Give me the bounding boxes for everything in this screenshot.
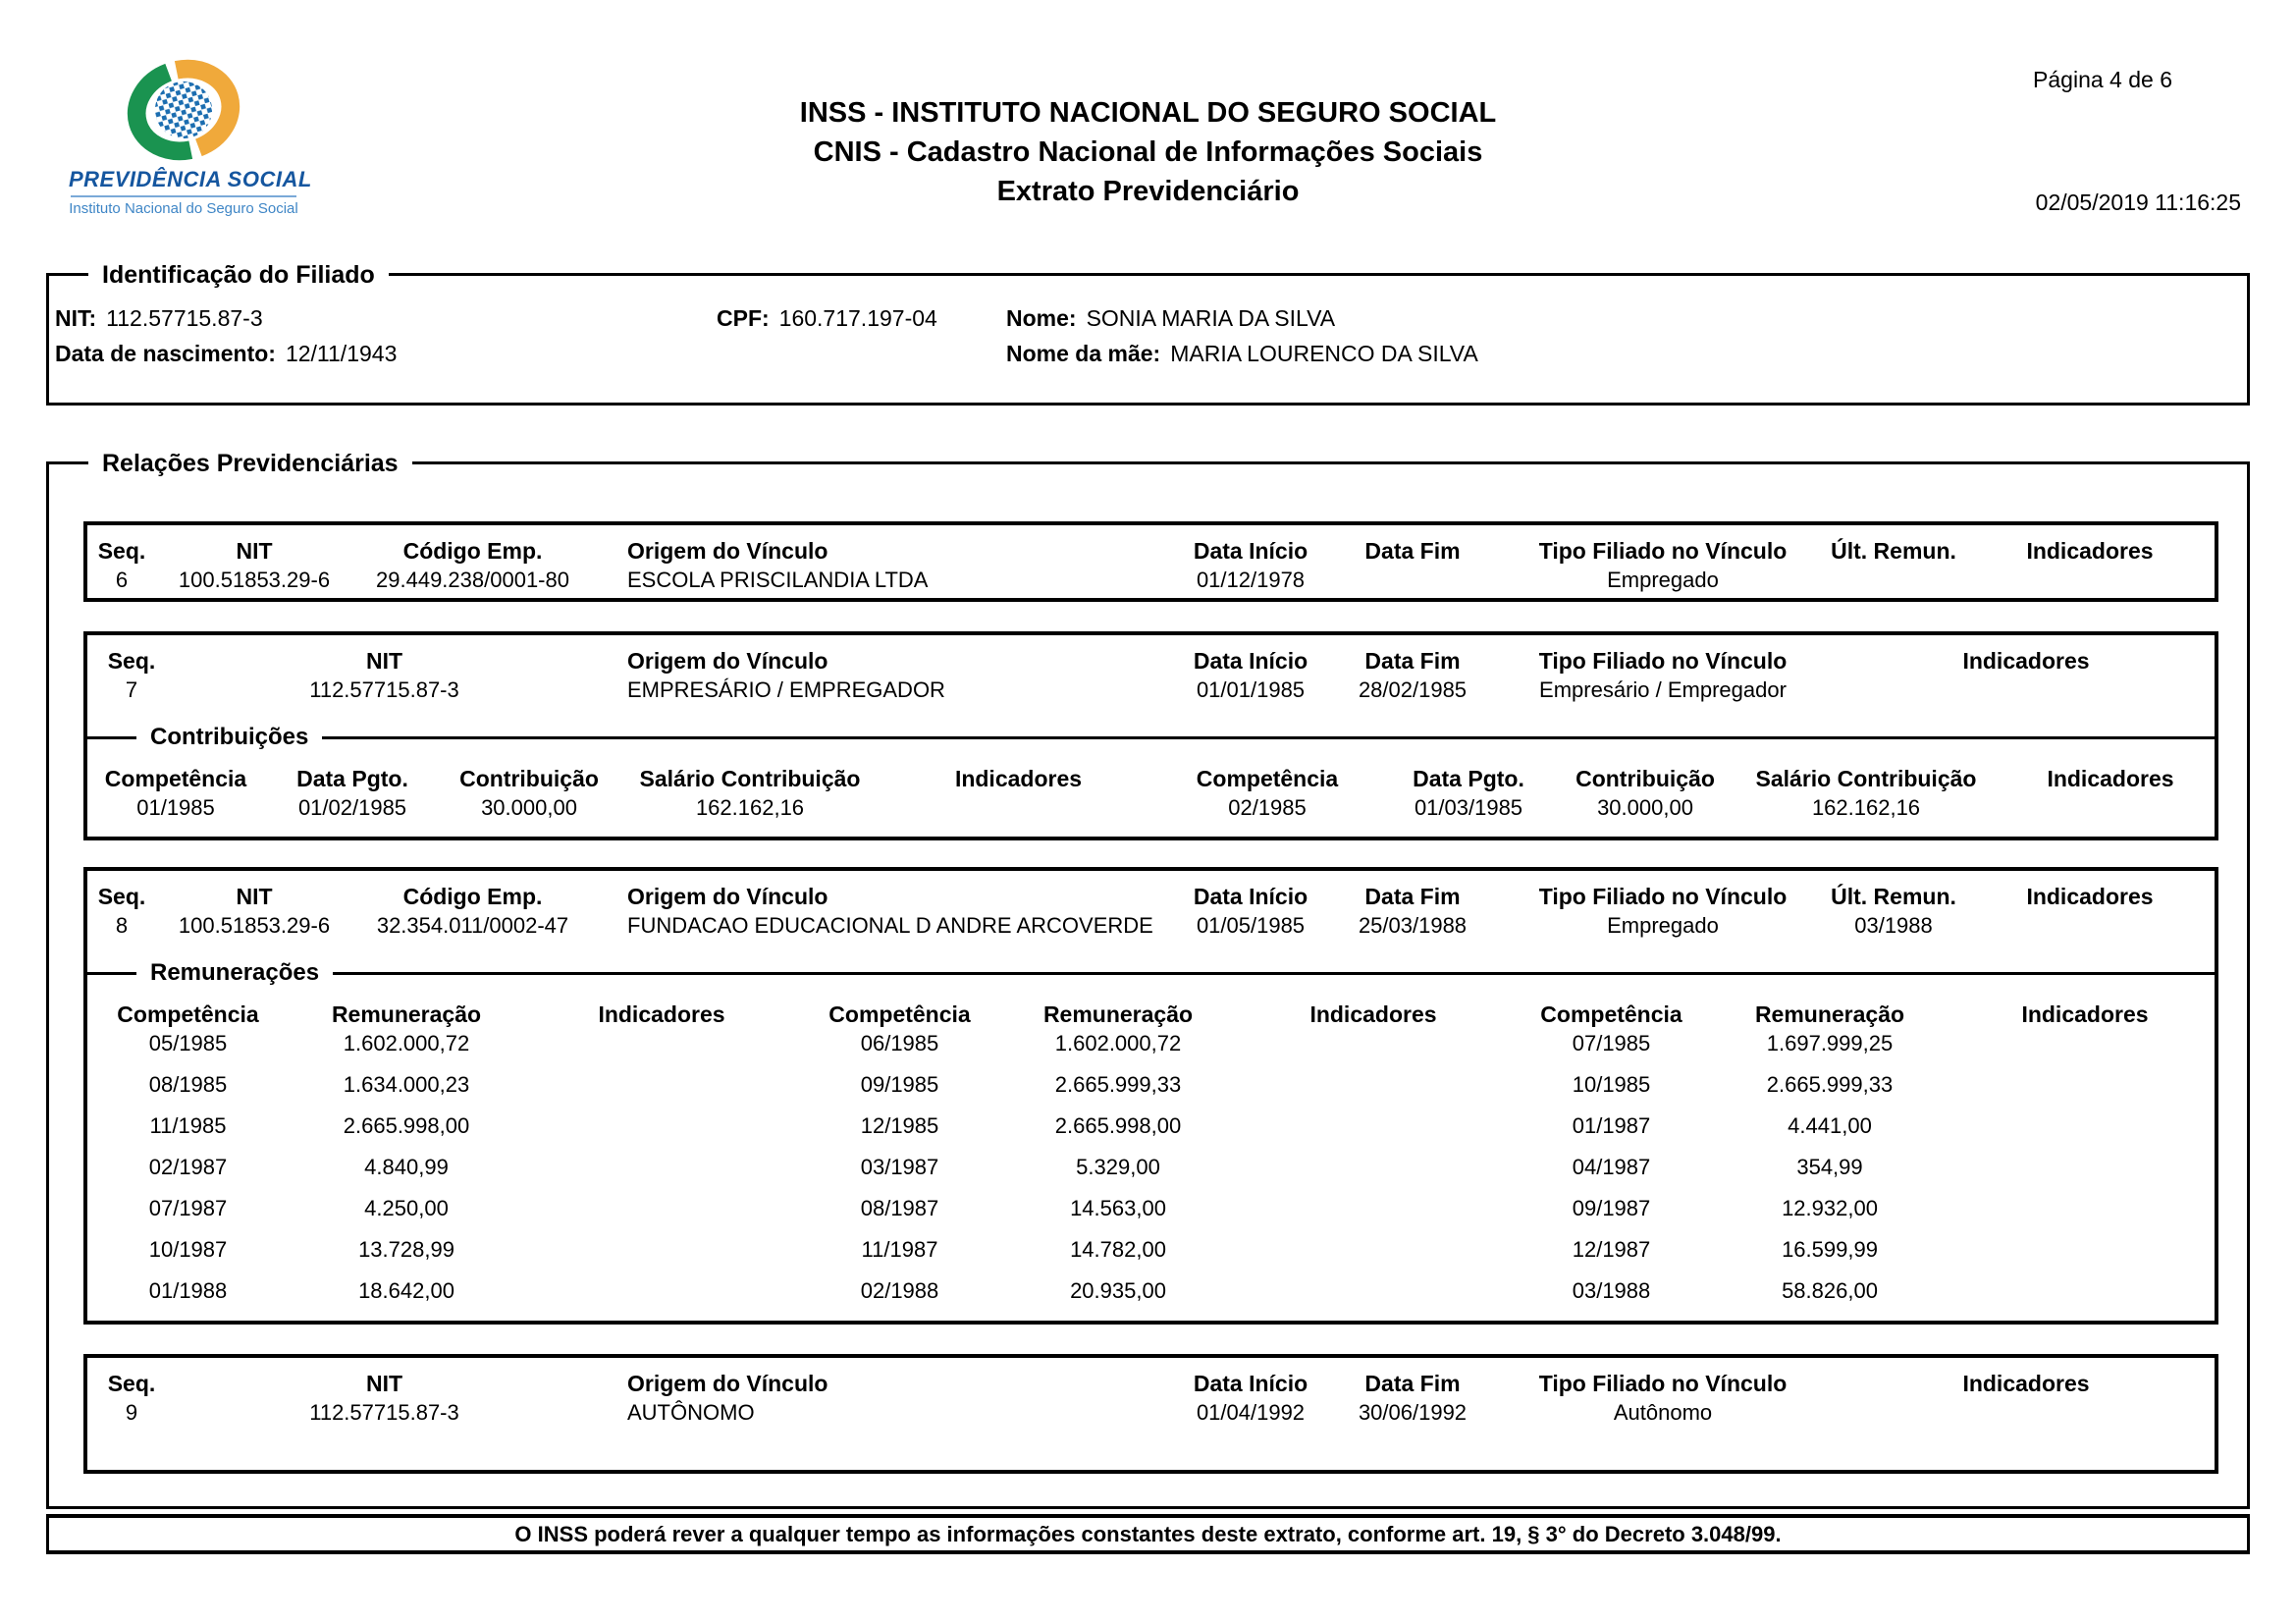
tipo-value: Empresário / Empregador — [1539, 677, 1787, 702]
nome-label: Nome: — [1006, 305, 1077, 331]
col-header-tipo: Tipo Filiado no Vínculo — [1538, 648, 1788, 674]
col-header-data-fim: Data Fim — [1364, 1371, 1461, 1396]
indicadores-value — [1236, 1153, 1511, 1181]
col-header-seq: Seq. — [97, 884, 146, 909]
remuneracao-row — [87, 1070, 2215, 1099]
data-inicio-value: 01/01/1985 — [1196, 677, 1306, 702]
document-title-block — [0, 93, 2296, 211]
cpf-field — [717, 300, 1006, 336]
indicadores-value — [524, 1235, 799, 1264]
identificacao-row-2 — [55, 336, 2247, 371]
competencia-value: 09/1985 — [860, 1072, 939, 1097]
vinculo-data-row — [87, 1398, 2215, 1427]
remuneracao-value: 2.665.999,33 — [1054, 1072, 1182, 1097]
vinculo-data-row — [87, 911, 2215, 940]
data-inicio-value: 01/12/1978 — [1196, 568, 1306, 592]
data-fim-value — [1329, 566, 1496, 594]
nome-value: SONIA MARIA DA SILVA — [1086, 305, 1336, 331]
codigo-value: 32.354.011/0002-47 — [376, 913, 569, 938]
vinculo-table-seq7 — [83, 631, 2218, 840]
col-header-data-inicio: Data Início — [1193, 884, 1308, 909]
ult-remun-value — [1830, 566, 1957, 594]
col-header-ult-remun: Últ. Remun. — [1831, 884, 1956, 909]
competencia-value: 02/1985 — [1228, 795, 1307, 820]
competencia-value: 08/1985 — [148, 1072, 228, 1097]
col-header-origem: Origem do Vínculo — [627, 648, 828, 674]
competencia-value: 07/1987 — [148, 1196, 228, 1220]
remuneracoes-legend: Remunerações — [150, 959, 320, 986]
vinculo-header-row — [87, 647, 2215, 676]
indicadores-value — [1948, 1153, 2222, 1181]
col-header-indicadores: Indicadores — [954, 766, 1083, 791]
remuneracao-row — [87, 1194, 2215, 1222]
indicadores-value — [1948, 1029, 2222, 1057]
competencia-value: 11/1987 — [861, 1237, 938, 1262]
col-header-contribuicao: Contribuição — [459, 766, 599, 791]
nome-field — [1006, 300, 2247, 336]
remuneracoes-divider — [87, 959, 2215, 987]
indicadores-value — [1948, 1276, 2222, 1305]
cpf-value: 160.717.197-04 — [778, 305, 937, 331]
tipo-value: Empregado — [1607, 568, 1719, 592]
col-header-contribuicao: Contribuição — [1575, 766, 1715, 791]
remuneracoes-header-row — [87, 1001, 2215, 1029]
remuneracao-value: 16.599,99 — [1782, 1237, 1878, 1262]
logo-brand-text: PREVIDÊNCIA SOCIAL — [69, 167, 312, 191]
contribuicao-value: 30.000,00 — [481, 795, 577, 820]
contribuicoes-legend: Contribuições — [150, 724, 309, 750]
indicadores-value — [1236, 1111, 1511, 1140]
page-number: Página 4 de 6 — [2033, 67, 2172, 92]
data-fim-value: 25/03/1988 — [1358, 913, 1468, 938]
data-fim-value: 28/02/1985 — [1358, 677, 1468, 702]
col-header-data-inicio: Data Início — [1193, 538, 1308, 564]
remuneracao-value: 4.840,99 — [364, 1155, 449, 1179]
remuneracao-value: 1.602.000,72 — [343, 1031, 470, 1055]
col-header-seq: Seq. — [97, 538, 146, 564]
col-header-remuneracao: Remuneração — [1042, 1001, 1194, 1027]
contribuicao-value: 30.000,00 — [1597, 795, 1693, 820]
col-header-competencia: Competência — [117, 1001, 259, 1027]
remuneracao-value: 18.642,00 — [358, 1278, 454, 1303]
relacoes-section — [46, 450, 2250, 1509]
col-header-nit: NIT — [365, 648, 403, 674]
indicadores-value — [1999, 793, 2222, 822]
title-line-1: INSS - INSTITUTO NACIONAL DO SEGURO SOCIAL — [799, 97, 1497, 129]
col-header-nit: NIT — [236, 538, 273, 564]
col-header-tipo: Tipo Filiado no Vínculo — [1538, 884, 1788, 909]
indicadores-value — [882, 793, 1154, 822]
remuneracao-value: 1.634.000,23 — [343, 1072, 470, 1097]
origem-value: FUNDACAO EDUCACIONAL D ANDRE ARCOVERDE — [627, 913, 1153, 938]
col-header-nit: NIT — [365, 1371, 403, 1396]
divider-line — [87, 736, 136, 739]
indicadores-value — [524, 1276, 799, 1305]
col-header-indicadores: Indicadores — [1962, 648, 2090, 674]
competencia-value: 12/1985 — [860, 1113, 939, 1138]
vinculo-table-seq9 — [83, 1354, 2218, 1474]
col-header-codigo: Código Emp. — [402, 884, 543, 909]
vinculo-header-row — [87, 883, 2215, 911]
origem-value: AUTÔNOMO — [627, 1400, 755, 1425]
salario-value: 162.162,16 — [1811, 795, 1921, 820]
divider-line — [322, 736, 2215, 739]
competencia-value: 09/1987 — [1572, 1196, 1651, 1220]
indicadores-value — [1957, 911, 2222, 940]
col-header-data-pgto: Data Pgto. — [1413, 766, 1524, 791]
data-fim-value: 30/06/1992 — [1358, 1400, 1468, 1425]
indicadores-value — [1236, 1070, 1511, 1099]
divider-line — [333, 972, 2215, 975]
remuneracao-value: 12.932,00 — [1782, 1196, 1878, 1220]
indicadores-value — [1830, 1398, 2222, 1427]
col-header-indicadores: Indicadores — [2047, 766, 2174, 791]
remuneracao-value: 1.697.999,25 — [1766, 1031, 1894, 1055]
competencia-value: 02/1987 — [148, 1155, 228, 1179]
remuneracao-row — [87, 1111, 2215, 1140]
remuneracao-row — [87, 1153, 2215, 1181]
competencia-value: 01/1988 — [148, 1278, 228, 1303]
remuneracao-value: 20.935,00 — [1070, 1278, 1166, 1303]
col-header-indicadores: Indicadores — [2026, 884, 2154, 909]
nascimento-field — [55, 336, 717, 371]
tipo-value: Autônomo — [1613, 1400, 1713, 1425]
indicadores-value — [1948, 1070, 2222, 1099]
col-header-indicadores: Indicadores — [2026, 538, 2154, 564]
col-header-codigo: Código Emp. — [402, 538, 543, 564]
remuneracao-value: 2.665.998,00 — [1054, 1113, 1182, 1138]
contribuicoes-header-row — [87, 765, 2215, 793]
identificacao-legend: Identificação do Filiado — [88, 259, 389, 291]
competencia-value: 07/1985 — [1572, 1031, 1651, 1055]
relacoes-legend: Relações Previdenciárias — [88, 448, 412, 479]
remuneracao-value: 14.782,00 — [1070, 1237, 1166, 1262]
remuneracao-value: 2.665.998,00 — [343, 1113, 470, 1138]
indicadores-value — [1236, 1029, 1511, 1057]
vinculo-data-row — [87, 566, 2215, 594]
origem-value: ESCOLA PRISCILANDIA LTDA — [627, 568, 929, 592]
remuneracao-value: 4.250,00 — [364, 1196, 449, 1220]
col-header-tipo: Tipo Filiado no Vínculo — [1538, 1371, 1788, 1396]
contribuicao-row — [87, 793, 2215, 822]
seq-value: 6 — [115, 568, 129, 592]
col-header-data-fim: Data Fim — [1364, 538, 1461, 564]
remuneracao-value: 13.728,99 — [358, 1237, 454, 1262]
col-header-salario: Salário Contribuição — [639, 766, 861, 791]
indicadores-value — [524, 1194, 799, 1222]
col-header-indicadores: Indicadores — [1962, 1371, 2090, 1396]
title-line-3: Extrato Previdenciário — [996, 176, 1300, 207]
competencia-value: 03/1988 — [1572, 1278, 1651, 1303]
nit-value: 100.51853.29-6 — [178, 568, 331, 592]
col-header-seq: Seq. — [107, 1371, 156, 1396]
nit-value: 100.51853.29-6 — [178, 913, 331, 938]
codigo-value: 29.449.238/0001-80 — [376, 568, 569, 592]
col-header-remuneracao: Remuneração — [331, 1001, 482, 1027]
ult-remun-value: 03/1988 — [1854, 913, 1933, 938]
nit-label: NIT: — [55, 305, 97, 331]
remuneracao-row — [87, 1235, 2215, 1264]
seq-value: 7 — [125, 677, 138, 702]
nit-value: 112.57715.87-3 — [309, 677, 459, 702]
data-inicio-value: 01/05/1985 — [1196, 913, 1306, 938]
salario-value: 162.162,16 — [695, 795, 805, 820]
origem-value: EMPRESÁRIO / EMPREGADOR — [627, 677, 945, 702]
competencia-value: 04/1987 — [1572, 1155, 1651, 1179]
spacer — [717, 336, 1006, 371]
nome-mae-label: Nome da mãe: — [1006, 341, 1161, 366]
indicadores-value — [524, 1153, 799, 1181]
col-header-data-inicio: Data Início — [1193, 648, 1308, 674]
logo-subbrand-text: Instituto Nacional do Seguro Social — [69, 200, 298, 217]
indicadores-value — [1236, 1276, 1511, 1305]
nit-value: 112.57715.87-3 — [309, 1400, 459, 1425]
col-header-indicadores: Indicadores — [1309, 1001, 1437, 1027]
col-header-data-fim: Data Fim — [1364, 648, 1461, 674]
remuneracao-row — [87, 1029, 2215, 1057]
vinculo-header-row — [87, 1370, 2215, 1398]
disclaimer-text: O INSS poderá rever a qualquer tempo as informações constantes deste extrato, conforme art. 19, § 3° do Decreto 3.048/99. — [514, 1521, 1782, 1546]
contribuicoes-rows — [87, 793, 2215, 822]
nit-field — [55, 300, 717, 336]
col-header-data-pgto: Data Pgto. — [296, 766, 408, 791]
identificacao-section — [46, 261, 2250, 406]
col-header-tipo: Tipo Filiado no Vínculo — [1538, 538, 1788, 564]
col-header-competencia: Competência — [1540, 1001, 1682, 1027]
generation-datetime: 02/05/2019 11:16:25 — [2035, 189, 2241, 215]
col-header-indicadores: Indicadores — [2021, 1001, 2149, 1027]
vinculo-table-seq6 — [83, 521, 2218, 602]
col-header-seq: Seq. — [107, 648, 156, 674]
remuneracao-value: 58.826,00 — [1782, 1278, 1878, 1303]
indicadores-value — [1948, 1194, 2222, 1222]
indicadores-value — [1236, 1194, 1511, 1222]
remuneracao-row — [87, 1276, 2215, 1305]
col-header-indicadores: Indicadores — [598, 1001, 725, 1027]
seq-value: 9 — [125, 1400, 138, 1425]
col-header-nit: NIT — [236, 884, 273, 909]
col-header-data-fim: Data Fim — [1364, 884, 1461, 909]
remuneracao-value: 4.441,00 — [1788, 1113, 1872, 1138]
competencia-value: 01/1987 — [1572, 1113, 1651, 1138]
competencia-value: 10/1987 — [148, 1237, 228, 1262]
col-header-origem: Origem do Vínculo — [627, 884, 828, 909]
competencia-value: 03/1987 — [860, 1155, 939, 1179]
vinculo-header-row — [87, 537, 2215, 566]
competencia-value: 01/1985 — [136, 795, 215, 820]
nascimento-value: 12/11/1943 — [285, 341, 398, 366]
data-pgto-value: 01/03/1985 — [1414, 795, 1523, 820]
col-header-ult-remun: Últ. Remun. — [1831, 538, 1956, 564]
indicadores-value — [1948, 1235, 2222, 1264]
vinculo-table-seq8 — [83, 867, 2218, 1325]
seq-value: 8 — [115, 913, 129, 938]
competencia-value: 12/1987 — [1572, 1237, 1651, 1262]
competencia-value: 11/1985 — [149, 1113, 227, 1138]
remuneracao-value: 1.602.000,72 — [1054, 1031, 1182, 1055]
col-header-data-inicio: Data Início — [1193, 1371, 1308, 1396]
remuneracao-value: 2.665.999,33 — [1766, 1072, 1894, 1097]
remuneracao-value: 5.329,00 — [1076, 1155, 1160, 1179]
indicadores-value — [524, 1111, 799, 1140]
identificacao-row-1 — [55, 300, 2247, 336]
col-header-salario: Salário Contribuição — [1755, 766, 1977, 791]
vinculo-data-row — [87, 676, 2215, 704]
nome-mae-field — [1006, 336, 2247, 371]
data-inicio-value: 01/04/1992 — [1196, 1400, 1306, 1425]
cpf-label: CPF: — [717, 305, 770, 331]
competencia-value: 05/1985 — [148, 1031, 228, 1055]
col-header-competencia: Competência — [1196, 766, 1339, 791]
remuneracoes-rows — [87, 1029, 2215, 1305]
col-header-competencia: Competência — [828, 1001, 971, 1027]
remuneracao-value: 14.563,00 — [1070, 1196, 1166, 1220]
col-header-origem: Origem do Vínculo — [627, 538, 828, 564]
col-header-remuneracao: Remuneração — [1754, 1001, 1905, 1027]
nascimento-label: Data de nascimento: — [55, 341, 276, 366]
divider-line — [87, 972, 136, 975]
indicadores-value — [524, 1070, 799, 1099]
indicadores-value — [1957, 566, 2222, 594]
nit-value: 112.57715.87-3 — [106, 305, 263, 331]
competencia-value: 06/1985 — [860, 1031, 939, 1055]
col-header-competencia: Competência — [104, 766, 247, 791]
indicadores-value — [524, 1029, 799, 1057]
indicadores-value — [1830, 676, 2222, 704]
col-header-origem: Origem do Vínculo — [627, 1371, 828, 1396]
competencia-value: 10/1985 — [1572, 1072, 1651, 1097]
competencia-value: 08/1987 — [860, 1196, 939, 1220]
data-pgto-value: 01/02/1985 — [297, 795, 407, 820]
remuneracao-value: 354,99 — [1796, 1155, 1863, 1179]
competencia-value: 02/1988 — [860, 1278, 939, 1303]
nome-mae-value: MARIA LOURENCO DA SILVA — [1170, 341, 1478, 366]
indicadores-value — [1948, 1111, 2222, 1140]
title-line-2: CNIS - Cadastro Nacional de Informações Sociais — [813, 136, 1483, 168]
indicadores-value — [1236, 1235, 1511, 1264]
disclaimer-box — [46, 1514, 2250, 1554]
tipo-value: Empregado — [1607, 913, 1719, 938]
contribuicoes-divider — [87, 724, 2215, 751]
